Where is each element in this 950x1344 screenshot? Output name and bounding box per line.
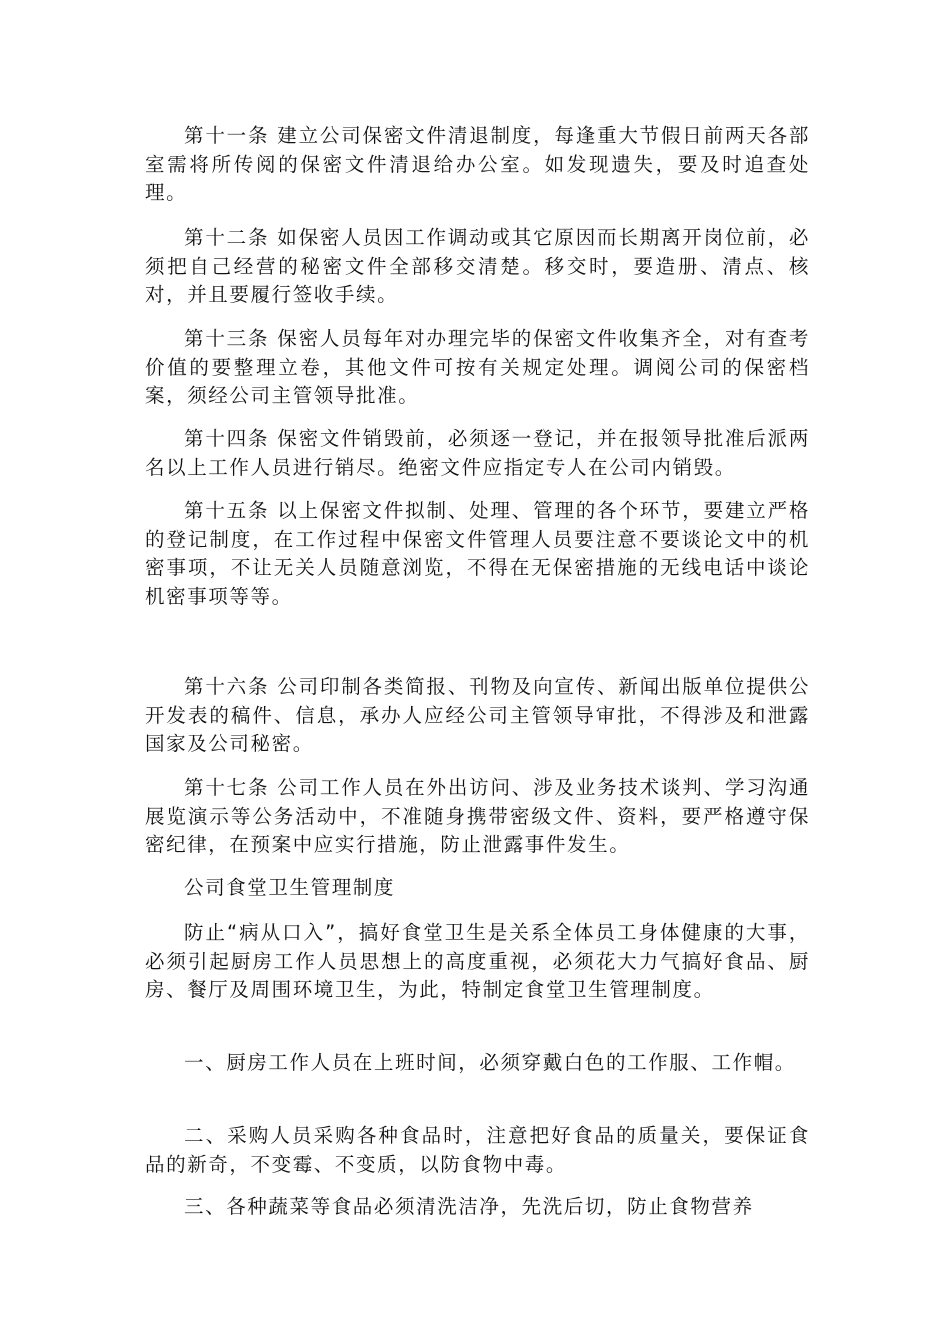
article-11-paragraph: 第十一条 建立公司保密文件清退制度，每逢重大节假日前两天各部室需将所传阅的保密文件清退给办公室。如发现遗失，要及时追查处理。 (145, 124, 810, 204)
article-15-paragraph: 第十五条 以上保密文件拟制、处理、管理的各个环节，要建立严格的登记制度，在工作过程中保密文件管理人员要注意不要谈论文中的机密事项，不让无关人员随意浏览，不得在无保密措施的无线电话中谈论机密事项等等。 (145, 499, 810, 608)
article-12-paragraph: 第十二条 如保密人员因工作调动或其它原因而长期离开岗位前，必须把自己经营的秘密文件全部移交清楚。移交时，要造册、清点、核对，并且要履行签收手续。 (145, 226, 810, 306)
article-16-paragraph: 第十六条 公司印制各类简报、刊物及向宣传、新闻出版单位提供公开发表的稿件、信息，承办人应经公司主管领导审批，不得涉及和泄露国家及公司秘密。 (145, 675, 810, 755)
section-title: 公司食堂卫生管理制度 (184, 876, 396, 899)
rule-1-paragraph: 一、厨房工作人员在上班时间，必须穿戴白色的工作服、工作帽。 (184, 1051, 796, 1074)
article-14-paragraph: 第十四条 保密文件销毁前，必须逐一登记，并在报领导批准后派两名以上工作人员进行销尽。绝密文件应指定专人在公司内销毁。 (145, 427, 810, 479)
article-13-paragraph: 第十三条 保密人员每年对办理完毕的保密文件收集齐全，对有查考价值的要整理立卷，其他文件可按有关规定处理。调阅公司的保密档案，须经公司主管领导批准。 (145, 327, 810, 407)
rule-2-paragraph: 二、采购人员采购各种食品时，注意把好食品的质量关，要保证食品的新奇，不变霉、不变质，以防食物中毒。 (145, 1124, 810, 1176)
article-17-paragraph: 第十七条 公司工作人员在外出访问、涉及业务技术谈判、学习沟通展览演示等公务活动中，不准随身携带密级文件、资料，要严格遵守保密纪律，在预案中应实行措施，防止泄露事件发生。 (145, 776, 810, 856)
rule-3-paragraph: 三、各种蔬菜等食品必须清洗洁净，先洗后切，防止食物营养 (184, 1195, 754, 1218)
intro-paragraph: 防止“病从口入”，搞好食堂卫生是关系全体员工身体健康的大事，必须引起厨房工作人员思想上的高度重视，必须花大力气搞好食品、厨房、餐厅及周围环境卫生，为此，特制定食堂卫生管理制度。 (145, 921, 810, 1001)
